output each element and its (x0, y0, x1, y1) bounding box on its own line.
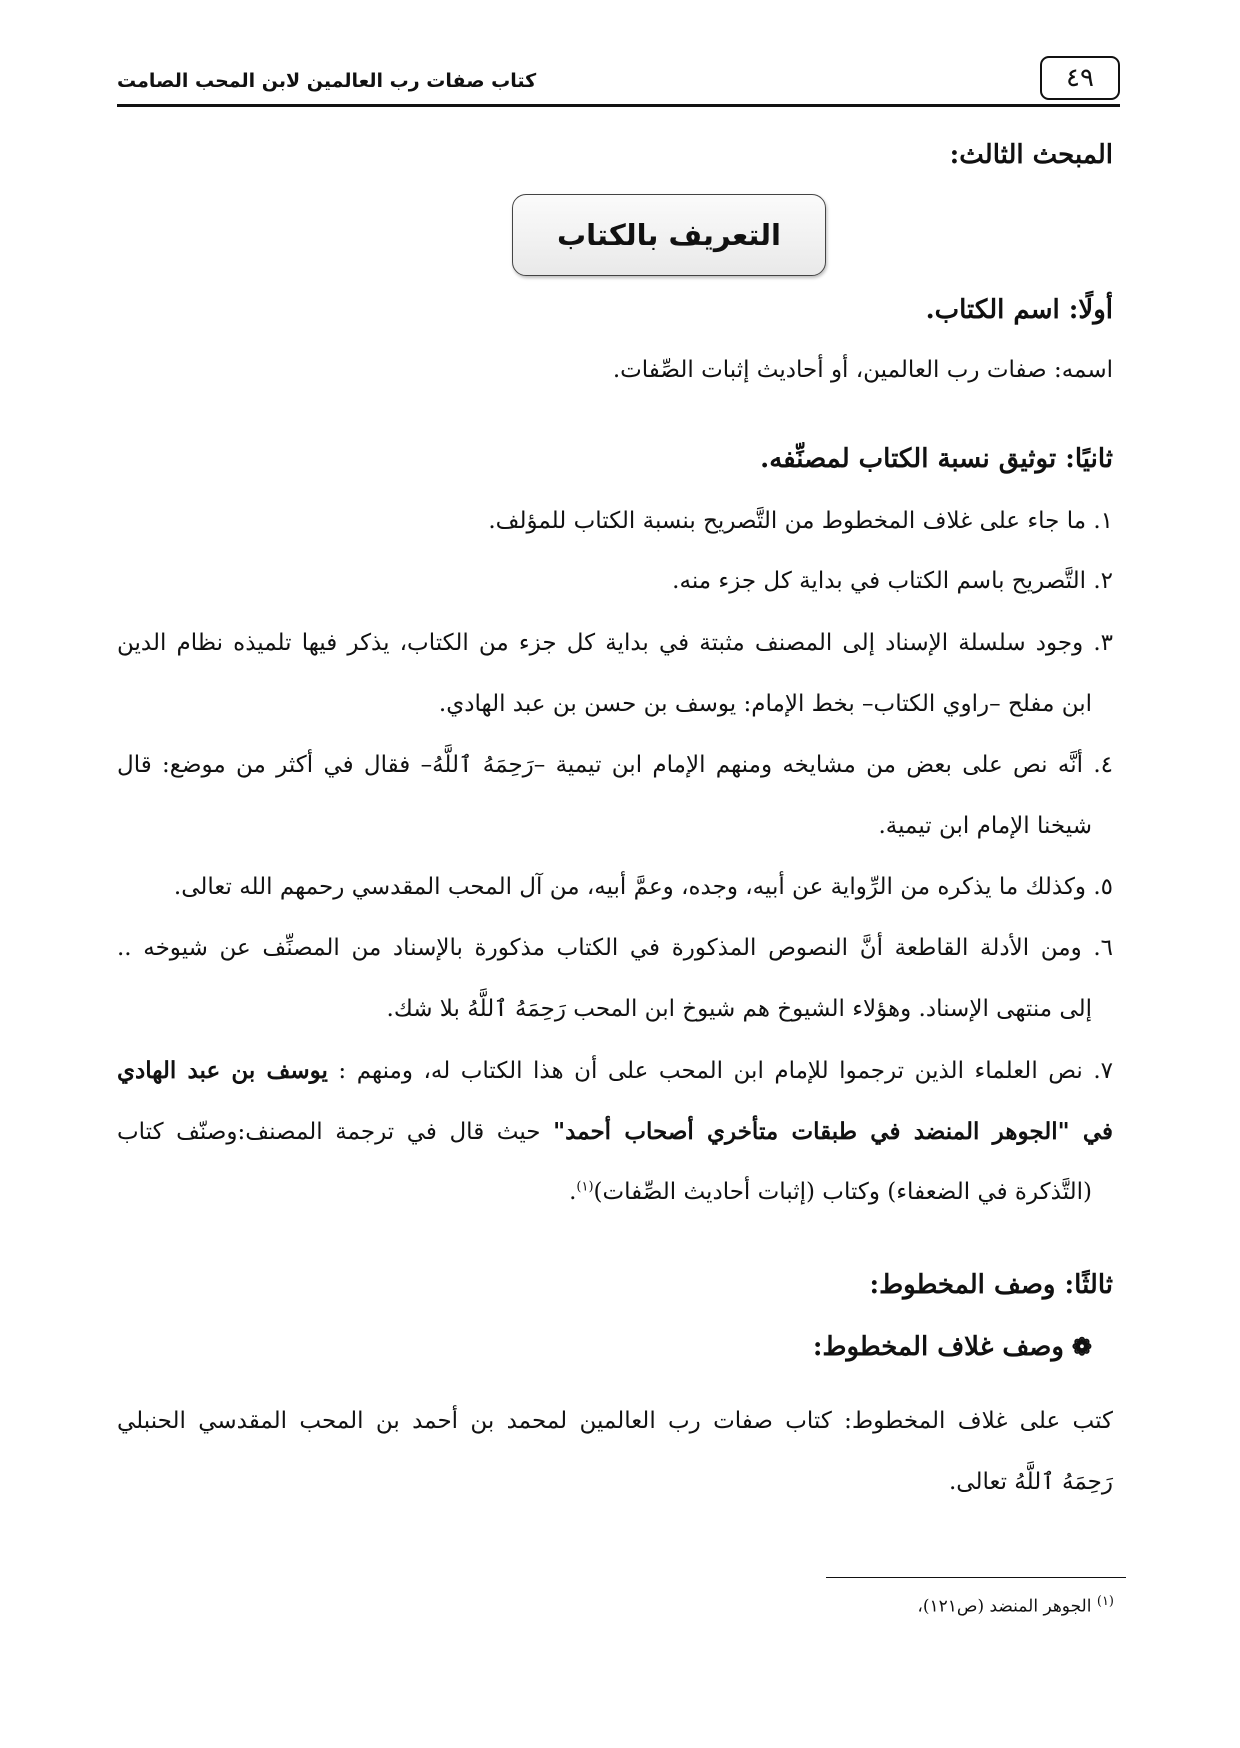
footnote-number: (١) (1096, 1594, 1114, 1609)
header-rule (117, 104, 1120, 107)
section2-item-5: ٥. وكذلك ما يذكره من الرِّواية عن أبيه، وجده، وعمَّ أبيه، من آل المحب المقدسي رحمهم الله تعالى. (173, 874, 1113, 900)
section3-heading: ثالثًا: وصف المخطوط: (869, 1270, 1113, 1300)
item7-line2-bold: في "الجوهر المنضد في طبقات متأخري أصحاب أحمد" (553, 1118, 1114, 1145)
item7-line2-text: حيث قال في ترجمة المصنف:وصنّف كتاب (117, 1119, 554, 1145)
section2-item-3-line2: ابن مفلح –راوي الكتاب– بخط الإمام: يوسف بن حسن بن عبد الهادي. (438, 691, 1092, 717)
item7-line1-text: ٧. نص العلماء الذين ترجموا للإمام ابن المحب على أن هذا الكتاب له، ومنهم : (327, 1058, 1113, 1084)
section3-body-line2: رَحِمَهُ ٱللَّهُ تعالى. (949, 1469, 1113, 1495)
section3-subheading (117, 1332, 1092, 1363)
running-title: كتاب صفات رب العالمين لابن المحب الصامت (117, 70, 537, 92)
section1-body: اسمه: صفات رب العالمين، أو أحاديث إثبات الصِّفات. (612, 357, 1113, 383)
section2-item-6-line1: ٦. ومن الأدلة القاطعة أنَّ النصوص المذكورة في الكتاب مذكورة بالإسناد من المصنِّف عن شيوخه .. (117, 935, 1113, 961)
section3-body-line1: كتب على غلاف المخطوط: كتاب صفات رب العالمين لمحمد بن أحمد بن المحب المقدسي الحنبلي (117, 1408, 1113, 1434)
item7-line3-end: . (569, 1179, 577, 1205)
section2-heading: ثانيًا: توثيق نسبة الكتاب لمصنِّفه. (760, 444, 1113, 474)
section1-heading: أولًا: اسم الكتاب. (925, 295, 1113, 325)
section2-item-3-line1: ٣. وجود سلسلة الإسناد إلى المصنف مثبتة في بداية كل جزء من الكتاب، يذكر فيها تلميذه نظام الدين (117, 630, 1113, 656)
flower-ornament-icon: ❁ (1071, 1332, 1092, 1361)
footnote-reference[interactable]: (١) (576, 1179, 594, 1195)
section2-item-6-line2: إلى منتهى الإسناد. وهؤلاء الشيوخ هم شيوخ ابن المحب رَحِمَهُ ٱللَّهُ بلا شك. (386, 996, 1092, 1022)
footnote-rule (826, 1577, 1126, 1578)
section2-item-4-line1: ٤. أنَّه نص على بعض من مشايخه ومنهم الإمام ابن تيمية –رَحِمَهُ ٱللَّهُ– فقال في أكثر من موضع: قال (117, 752, 1113, 778)
footnote-text: الجوهر المنضد (ص١٢١)، (917, 1596, 1097, 1617)
chapter-heading: المبحث الثالث: (949, 140, 1113, 170)
item7-line3-text: (التَّذكرة في الضعفاء) وكتاب (إثبات أحاديث الصِّفات) (593, 1179, 1092, 1205)
section2-item-7-line3 (117, 1179, 1092, 1207)
section3-subheading-text: وصف غلاف المخطوط: (812, 1332, 1064, 1362)
page-number: ٤٩ (1040, 56, 1120, 100)
section2-item-1: ١. ما جاء على غلاف المخطوط من التَّصريح بنسبة الكتاب للمؤلف. (488, 508, 1113, 534)
footnote (917, 1594, 1114, 1617)
section2-item-2: ٢. التَّصريح باسم الكتاب في بداية كل جزء منه. (672, 568, 1113, 594)
boxed-title: التعريف بالكتاب (512, 194, 826, 276)
section2-item-7-line2 (117, 1118, 1113, 1147)
section2-item-7-line1 (117, 1057, 1113, 1086)
page-header (117, 52, 1120, 112)
section2-item-4-line2: شيخنا الإمام ابن تيمية. (878, 813, 1092, 839)
item7-line1-bold: يوسف بن عبد الهادي (117, 1057, 328, 1084)
